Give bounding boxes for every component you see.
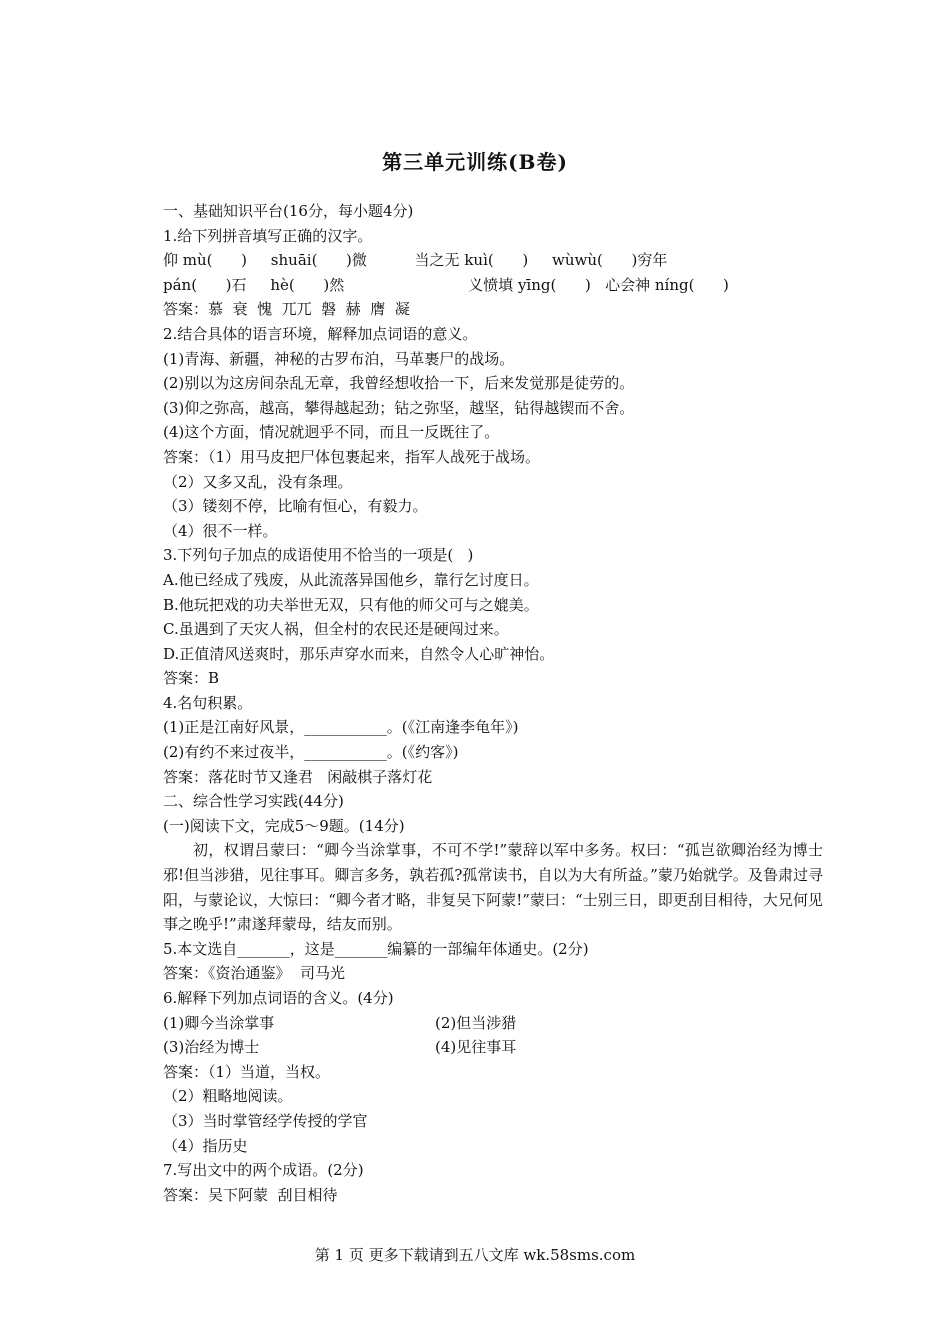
text-line: （3）镂刻不停，比喻有恒心，有毅力。 (163, 497, 428, 516)
question-block-mid (163, 937, 823, 1011)
text-line: C.虽遇到了天灾人祸，但全村的农民还是硬闯过来。 (163, 620, 509, 639)
question-block-top (163, 199, 823, 838)
text-line: （4）指历史 (163, 1136, 248, 1155)
text-line: （2）粗略地阅读。 (163, 1087, 293, 1106)
q6-row (163, 1035, 823, 1060)
reading-passage: 初，权谓吕蒙曰：“卿今当涂掌事，不可不学!”蒙辞以军中多务。权曰：“孤岂欲卿治经为博士邪!但当涉猎，见往事耳。卿言多务，孰若孤?孤常读书，自以为大有所益。”蒙乃始就学。及鲁肃过寻阳，与蒙论议，大惊曰：“卿今者才略，非复吴下阿蒙!”蒙曰：“士别三日，即更刮目相待，大兄何见事之晚乎!”肃遂拜蒙母，结友而别。 (163, 841, 823, 934)
text-line: (3)仰之弥高，越高，攀得越起劲；钻之弥坚，越坚，钻得越锲而不舍。 (163, 398, 635, 417)
text-line: （3）当时掌管经学传授的学官 (163, 1111, 368, 1130)
text-line: （4）很不一样。 (163, 521, 278, 540)
text-line: （2）又多又乱，没有条理。 (163, 472, 353, 491)
text-line: A.他已经成了残废，从此流落异国他乡，靠行乞讨度日。 (163, 570, 539, 589)
text-line: pán( )石 hè( )然 义愤填 yīng( ) 心会神 níng( ) (163, 275, 729, 294)
text-line: 仰 mù( ) shuāi( )微 当之无 kuì( ) wùwù( )穷年 (163, 251, 668, 270)
text-line: 一、基础知识平台(16分，每小题4分) (163, 202, 414, 220)
text-line: 答案：《资治通鉴》 司马光 (163, 964, 346, 983)
page-title: 第三单元训练(B卷) (382, 150, 568, 174)
text-line: (2)别以为这房间杂乱无章，我曾经想收拾一下，后来发觉那是徒劳的。 (163, 374, 635, 393)
text-line: 答案：吴下阿蒙 刮目相待 (163, 1185, 338, 1204)
q6-item: (2)但当涉猎 (435, 1013, 517, 1032)
text-line: 5.本文选自_______，这是_______编纂的一部编年体通史。(2分) (163, 939, 589, 958)
text-line: (1)正是江南好风景，___________。(《江南逢李龟年》) (163, 718, 519, 737)
text-line: 7.写出文中的两个成语。(2分) (163, 1161, 364, 1180)
text-line: 答案：（1）当道，当权。 (163, 1062, 331, 1081)
document-body (163, 199, 823, 1207)
text-line: 二、综合性学习实践(44分) (163, 792, 344, 811)
text-line: (1)青海、新疆，神秘的古罗布泊，马革裹尸的战场。 (163, 349, 515, 368)
text-line: 6.解释下列加点词语的含义。(4分) (163, 989, 394, 1007)
q6-items (163, 1011, 823, 1060)
text-line: 2.结合具体的语言环境，解释加点词语的意义。 (163, 324, 478, 343)
text-line: (2)有约不来过夜半，___________。(《约客》) (163, 743, 459, 762)
page-footer: 第 1 页 更多下载请到五八文库 wk.58sms.com (314, 1246, 636, 1264)
text-line: B.他玩把戏的功夫举世无双，只有他的师父可与之媲美。 (163, 595, 539, 614)
text-line: D.正值清风送爽时，那乐声穿水而来，自然令人心旷神怡。 (163, 644, 555, 663)
q6-item: (4)见往事耳 (435, 1038, 517, 1057)
q6-item: (3)治经为博士 (163, 1038, 260, 1057)
q6-row (163, 1011, 823, 1036)
text-line: 答案：（1）用马皮把尸体包裹起来，指军人战死于战场。 (163, 447, 541, 466)
text-line: 答案：B (163, 669, 220, 688)
text-line: 1.给下列拼音填写正确的汉字。 (163, 226, 373, 245)
text-line: 3.下列句子加点的成语使用不恰当的一项是( ) (163, 546, 474, 565)
question-block-bottom (163, 1060, 823, 1208)
text-line: 4.名句积累。 (163, 693, 253, 712)
text-line: (一)阅读下文，完成5～9题。(14分) (163, 816, 405, 835)
text-line: 答案：慕 衰 愧 兀兀 磐 赫 膺 凝 (163, 300, 410, 319)
q6-item: (1)卿今当涂掌事 (163, 1013, 275, 1032)
text-line: 答案：落花时节又逢君 闲敲棋子落灯花 (163, 767, 433, 786)
text-line: (4)这个方面，情况就迥乎不同，而且一反既往了。 (163, 423, 500, 442)
